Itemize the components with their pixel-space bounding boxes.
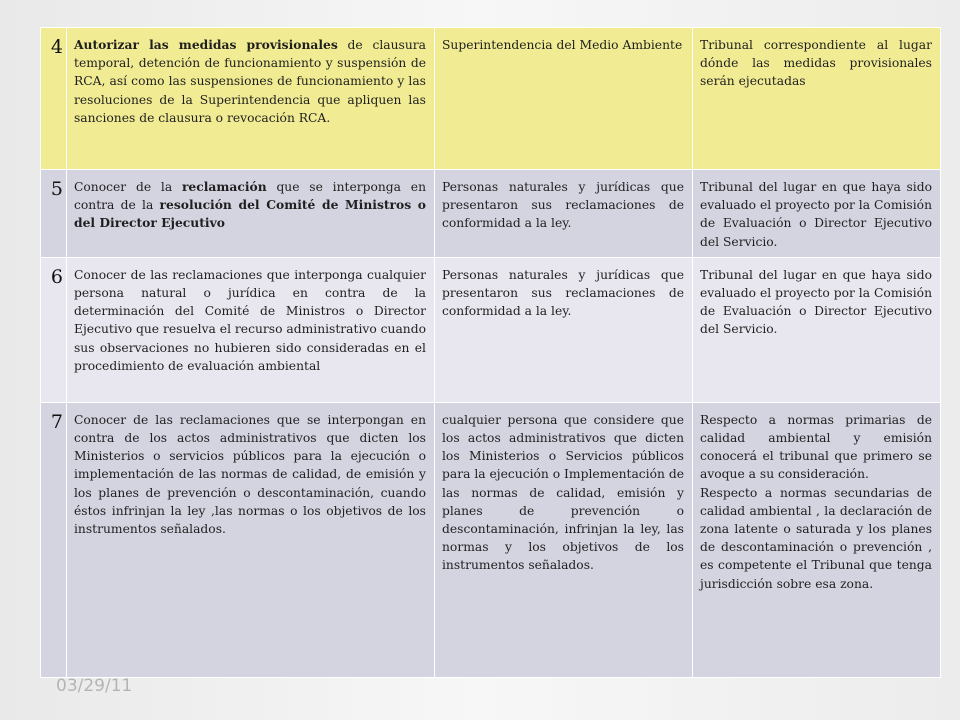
competence-cell xyxy=(67,170,435,258)
competence-cell: Conocer de las reclamaciones que se interpongan en contra de los actos administrativos que dicten los Ministerios o servicios públicos para la ejecución o implementación de las normas de calidad, de emisión y los planes de prevención o descontaminación, cuando éstos infrinjan la ley ,las normas o los objetivos de los instrumentos señalados. xyxy=(67,402,435,677)
claimant-cell: Personas naturales y jurídicas que presentaron sus reclamaciones de conformidad a la ley. xyxy=(435,257,693,402)
claimant-cell: Superintendencia del Medio Ambiente xyxy=(435,28,693,170)
tribunal-cell: Tribunal del lugar en que haya sido evaluado el proyecto por la Comisión de Evaluación o Director Ejecutivo del Servicio. xyxy=(693,170,941,258)
row-number: 5 xyxy=(41,170,67,258)
table-row xyxy=(41,28,941,170)
tribunal-cell xyxy=(693,402,941,677)
tribunal-cell: Tribunal correspondiente al lugar dónde las medidas provisionales serán ejecutadas xyxy=(693,28,941,170)
tribunal-paragraph: Respecto a normas secundarias de calidad ambiental , la declaración de zona latente o saturada y los planes de descontaminación o prevención , es competente el Tribunal que tenga jurisdicción sobre esa zona. xyxy=(700,485,932,591)
cell-text: de clausura temporal, detención de funcionamiento y suspensión de RCA, así como las suspensiones de funcionamiento y las resoluciones de la Superintendencia que apliquen las sanciones de clausura o revocación RCA. xyxy=(74,38,426,125)
bold-text: reclamación xyxy=(181,179,267,194)
cell-text: que se interponga en contra de la xyxy=(74,180,426,213)
tribunal-paragraph: Respecto a normas primarias de calidad ambiental y emisión conocerá el tribunal que primero se avoque a su consideración. xyxy=(700,412,932,482)
bold-text: resolución del Comité de Ministros o del Director Ejecutivo xyxy=(74,197,426,231)
table-row xyxy=(41,257,941,402)
row-number: 6 xyxy=(41,257,67,402)
bold-lead: Autorizar las medidas provisionales xyxy=(74,37,338,52)
slide-date: 03/29/11 xyxy=(56,676,133,696)
tribunal-cell: Tribunal del lugar en que haya sido evaluado el proyecto por la Comisión de Evaluación o Director Ejecutivo del Servicio. xyxy=(693,257,941,402)
row-number: 7 xyxy=(41,402,67,677)
cell-text: Conocer de la xyxy=(74,180,182,194)
competences-table xyxy=(40,27,941,678)
claimant-cell: Personas naturales y jurídicas que presentaron sus reclamaciones de conformidad a la ley. xyxy=(435,170,693,258)
row-number: 4 xyxy=(41,28,67,170)
table-row xyxy=(41,170,941,258)
claimant-cell: cualquier persona que considere que los actos administrativos que dicten los Ministerios o Servicios públicos para la ejecución o Implementación de las normas de calidad, emisión y planes de prevención o descontaminación, infrinjan la ley, las normas y los objetivos de los instrumentos señalados. xyxy=(435,402,693,677)
competence-cell: Conocer de las reclamaciones que interponga cualquier persona natural o jurídica en contra de la determinación del Comité de Ministros o Director Ejecutivo que resuelva el recurso administrativo cuando sus observaciones no hubieren sido consideradas en el procedimiento de evaluación ambiental xyxy=(67,257,435,402)
competence-cell xyxy=(67,28,435,170)
table-row xyxy=(41,402,941,677)
